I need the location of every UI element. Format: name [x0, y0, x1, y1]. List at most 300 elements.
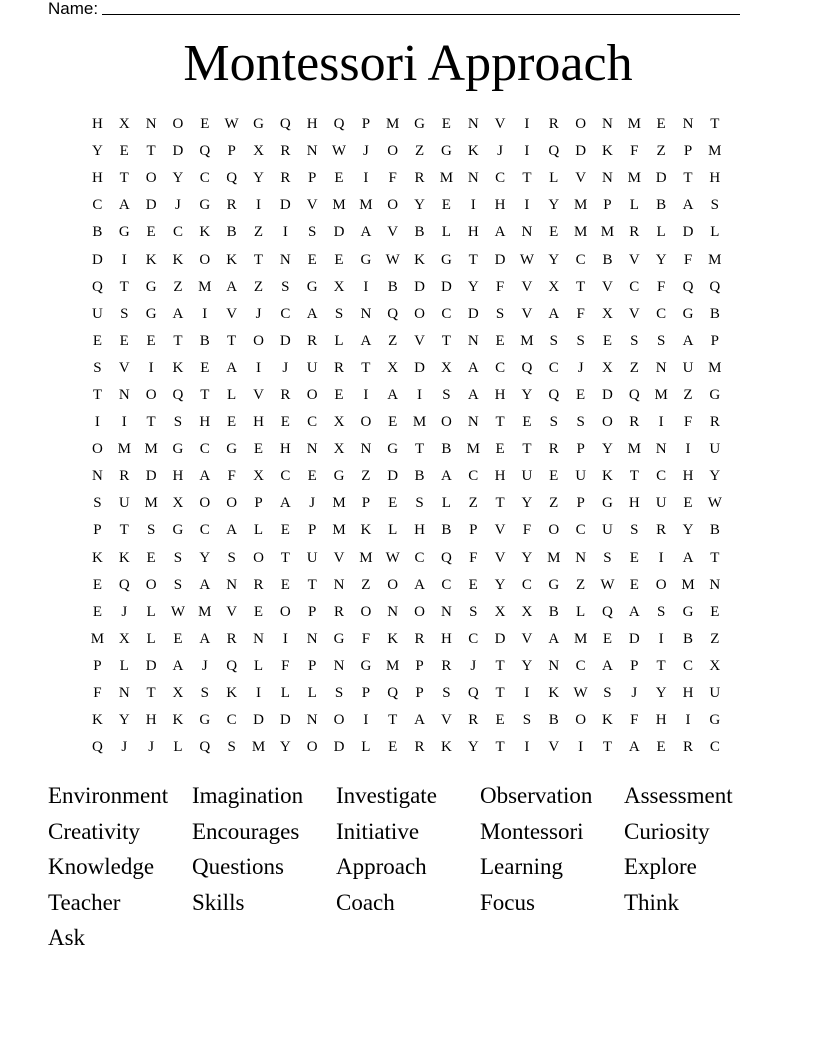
grid-letter: C [226, 712, 237, 729]
grid-letter: O [655, 576, 667, 593]
grid-letter: T [495, 414, 505, 431]
grid-letter: R [226, 197, 237, 214]
grid-letter: E [388, 739, 398, 756]
grid-letter: A [199, 630, 211, 647]
grid-letter: R [548, 116, 559, 133]
grid-letter: S [603, 685, 612, 702]
grid-letter: M [251, 739, 266, 756]
grid-letter: P [683, 143, 693, 160]
grid-letter: F [630, 143, 639, 160]
grid-letter: M [117, 441, 131, 458]
grid-letter: J [309, 495, 316, 512]
grid-letter: D [682, 224, 694, 241]
grid-letter: R [414, 630, 425, 647]
grid-letter: J [631, 685, 638, 702]
grid-letter: D [575, 143, 587, 160]
grid-letter: C [92, 197, 103, 214]
grid-letter: D [414, 359, 425, 376]
grid-letter: A [360, 224, 372, 241]
grid-letter: M [332, 495, 346, 512]
grid-letter: Y [494, 576, 506, 593]
grid-letter: O [387, 143, 399, 160]
grid-letter: W [573, 685, 588, 702]
grid-letter: O [575, 712, 587, 729]
grid-letter: E [495, 332, 505, 349]
grid-letter: Q [709, 278, 721, 295]
grid-letter: L [441, 224, 451, 241]
grid-letter: I [202, 305, 208, 322]
word-bank-item: Approach [336, 854, 427, 880]
grid-letter: I [363, 278, 369, 295]
grid-letter: O [575, 116, 587, 133]
grid-letter: E [146, 224, 156, 241]
grid-letter: C [441, 576, 452, 593]
grid-letter: S [549, 332, 558, 349]
grid-letter: R [468, 712, 479, 729]
grid-letter: D [279, 712, 291, 729]
grid-letter: T [683, 170, 693, 187]
grid-letter: M [198, 603, 212, 620]
grid-letter: E [92, 576, 102, 593]
grid-letter: C [682, 657, 693, 674]
grid-letter: A [387, 386, 399, 403]
grid-letter: X [494, 603, 506, 620]
grid-letter: P [227, 143, 236, 160]
grid-letter: R [682, 739, 693, 756]
grid-letter: N [306, 143, 318, 160]
grid-letter: D [414, 278, 425, 295]
grid-letter: R [280, 170, 291, 187]
grid-letter: Z [629, 359, 639, 376]
grid-letter: K [414, 251, 425, 268]
grid-letter: E [307, 468, 317, 485]
grid-letter: L [334, 332, 344, 349]
grid-letter: R [334, 603, 345, 620]
grid-letter: T [280, 549, 290, 566]
grid-letter: B [92, 224, 103, 241]
grid-letter: R [280, 386, 291, 403]
grid-letter: X [172, 685, 184, 702]
grid-row [84, 490, 728, 517]
grid-letter: O [414, 603, 425, 620]
grid-letter: G [360, 657, 372, 674]
grid-letter: P [361, 685, 371, 702]
grid-letter: A [440, 468, 452, 485]
grid-letter: J [121, 603, 128, 620]
grid-letter: E [683, 495, 693, 512]
grid-letter: X [333, 414, 345, 431]
grid-letter: R [414, 170, 425, 187]
grid-letter: Y [199, 549, 211, 566]
grid-row [84, 599, 728, 626]
grid-letter: N [118, 685, 130, 702]
grid-letter: N [387, 603, 399, 620]
grid-letter: N [118, 386, 130, 403]
grid-letter: L [361, 739, 371, 756]
grid-letter: M [708, 251, 722, 268]
grid-letter: D [387, 468, 399, 485]
grid-letter: B [414, 468, 425, 485]
grid-letter: S [442, 386, 451, 403]
grid-letter: P [308, 657, 317, 674]
grid-letter: B [199, 332, 210, 349]
grid-letter: P [576, 495, 585, 512]
grid-letter: L [253, 522, 264, 539]
grid-letter: O [145, 170, 157, 187]
grid-letter: R [253, 576, 264, 593]
grid-letter: G [387, 441, 399, 458]
grid-letter: M [386, 116, 400, 133]
grid-letter: A [628, 603, 640, 620]
grid-letter: A [172, 657, 184, 674]
grid-letter: S [549, 414, 558, 431]
grid-letter: I [685, 712, 691, 729]
grid-letter: S [227, 739, 236, 756]
grid-letter: G [709, 712, 721, 729]
grid-letter: P [630, 657, 639, 674]
grid-letter: N [145, 116, 157, 133]
grid-letter: M [627, 116, 641, 133]
grid-letter: E [280, 522, 290, 539]
grid-letter: N [306, 630, 318, 647]
grid-letter: R [414, 739, 425, 756]
grid-letter: S [93, 495, 102, 512]
grid-row [84, 165, 728, 192]
grid-letter: E [92, 603, 102, 620]
grid-letter: E [468, 576, 478, 593]
grid-letter: G [333, 630, 345, 647]
letter-grid [84, 111, 728, 761]
name-label: Name: [48, 0, 99, 18]
grid-letter: V [521, 630, 533, 647]
grid-letter: G [682, 603, 694, 620]
grid-letter: T [253, 251, 264, 268]
grid-letter: N [253, 630, 264, 647]
grid-letter: V [414, 332, 425, 349]
grid-letter: H [494, 468, 506, 485]
grid-letter: K [92, 712, 103, 729]
grid-letter: F [683, 251, 693, 268]
grid-letter: C [548, 359, 559, 376]
grid-letter: M [466, 441, 480, 458]
grid-letter: S [630, 332, 639, 349]
grid-letter: E [146, 549, 156, 566]
grid-letter: S [173, 414, 183, 431]
grid-letter: X [548, 278, 560, 295]
grid-letter: S [522, 712, 532, 729]
grid-letter: U [306, 359, 318, 376]
grid-row [84, 219, 728, 246]
grid-letter: M [600, 224, 615, 241]
grid-letter: K [172, 251, 184, 268]
grid-letter: R [656, 522, 667, 539]
grid-letter: A [602, 657, 613, 674]
grid-letter: S [93, 359, 102, 376]
grid-letter: E [253, 441, 264, 458]
grid-letter: I [524, 143, 530, 160]
grid-letter: L [656, 224, 666, 241]
grid-letter: A [414, 576, 425, 593]
grid-letter: Z [253, 224, 264, 241]
grid-letter: C [629, 278, 640, 295]
grid-letter: L [388, 522, 398, 539]
grid-letter: F [93, 685, 102, 702]
grid-letter: T [629, 468, 639, 485]
grid-letter: O [360, 603, 372, 620]
grid-letter: A [467, 359, 479, 376]
grid-letter: D [279, 197, 291, 214]
grid-letter: G [306, 278, 318, 295]
grid-letter: T [173, 332, 183, 349]
grid-letter: I [255, 197, 261, 214]
grid-letter: T [92, 386, 102, 403]
grid-letter: K [199, 224, 211, 241]
grid-letter: M [573, 224, 588, 241]
grid-letter: L [576, 603, 586, 620]
grid-letter: U [306, 549, 318, 566]
word-bank-item: Think [624, 889, 679, 915]
word-bank-item: Teacher [48, 889, 121, 915]
grid-letter: B [709, 522, 720, 539]
grid-letter: V [521, 278, 533, 295]
grid-letter: I [121, 251, 127, 268]
grid-letter: H [279, 441, 291, 458]
grid-letter: G [440, 143, 452, 160]
grid-letter: I [658, 414, 664, 431]
grid-letter: Q [199, 739, 211, 756]
grid-letter: O [145, 576, 157, 593]
grid-letter: G [548, 576, 560, 593]
grid-letter: T [522, 441, 532, 458]
grid-letter: C [307, 414, 318, 431]
grid-letter: B [602, 251, 613, 268]
grid-letter: I [363, 712, 369, 729]
grid-letter: M [573, 630, 588, 647]
grid-row [84, 463, 728, 490]
grid-letter: A [682, 197, 694, 214]
grid-letter: G [199, 712, 211, 729]
grid-letter: A [279, 495, 291, 512]
grid-letter: E [495, 441, 505, 458]
grid-letter: N [467, 332, 479, 349]
grid-letter: X [521, 603, 533, 620]
grid-letter: P [93, 522, 102, 539]
grid-letter: K [118, 549, 130, 566]
grid-letter: E [92, 332, 102, 349]
grid-letter: Y [548, 251, 560, 268]
grid-letter: M [332, 197, 346, 214]
grid-letter: M [359, 197, 373, 214]
grid-letter: H [440, 630, 452, 647]
grid-letter: Q [682, 278, 694, 295]
grid-letter: S [173, 576, 183, 593]
grid-letter: E [602, 630, 613, 647]
grid-letter: F [495, 278, 505, 295]
grid-letter: P [361, 495, 371, 512]
grid-letter: W [385, 549, 400, 566]
grid-letter: H [92, 170, 103, 187]
grid-letter: X [253, 468, 264, 485]
grid-letter: S [603, 549, 612, 566]
grid-letter: C [199, 170, 210, 187]
grid-letter: N [440, 603, 452, 620]
grid-letter: Y [92, 143, 103, 160]
grid-letter: Z [576, 576, 586, 593]
grid-letter: D [279, 332, 291, 349]
grid-letter: Y [655, 251, 667, 268]
grid-letter: G [360, 251, 372, 268]
grid-letter: R [629, 224, 640, 241]
grid-letter: T [146, 685, 156, 702]
grid-letter: D [92, 251, 103, 268]
grid-letter: S [656, 603, 666, 620]
word-bank-item: Ask [48, 925, 86, 951]
grid-letter: F [630, 712, 639, 729]
grid-letter: O [253, 332, 264, 349]
grid-letter: S [281, 278, 290, 295]
grid-letter: J [577, 359, 584, 376]
grid-letter: Z [549, 495, 559, 512]
word-bank-item: Explore [624, 854, 697, 880]
word-bank-item: Curiosity [624, 818, 710, 844]
grid-letter: R [280, 143, 291, 160]
grid-letter: O [548, 522, 560, 539]
word-bank-item: Focus [480, 889, 535, 915]
grid-letter: Q [467, 685, 479, 702]
grid-letter: O [199, 251, 211, 268]
grid-row [84, 111, 728, 138]
grid-letter: K [602, 143, 613, 160]
grid-letter: E [388, 495, 398, 512]
grid-letter: D [333, 739, 345, 756]
grid-letter: Q [440, 549, 452, 566]
grid-letter: U [602, 522, 613, 539]
grid-letter: M [708, 359, 722, 376]
grid-letter: Y [709, 468, 721, 485]
grid-letter: E [227, 414, 237, 431]
name-underline [102, 0, 740, 15]
grid-letter: T [441, 332, 451, 349]
grid-letter: E [441, 116, 451, 133]
grid-letter: K [548, 685, 560, 702]
grid-letter: N [360, 441, 372, 458]
grid-letter: W [519, 251, 534, 268]
grid-letter: R [334, 359, 345, 376]
grid-letter: J [470, 657, 477, 674]
grid-letter: B [441, 522, 452, 539]
grid-letter: D [494, 630, 506, 647]
grid-letter: Q [333, 116, 345, 133]
grid-letter: O [172, 116, 184, 133]
grid-letter: M [708, 143, 722, 160]
grid-letter: O [440, 414, 452, 431]
grid-letter: P [710, 332, 719, 349]
grid-letter: M [654, 386, 668, 403]
grid-letter: I [121, 414, 127, 431]
grid-letter: S [120, 305, 129, 322]
grid-letter: J [201, 657, 208, 674]
grid-letter: A [682, 549, 694, 566]
grid-letter: W [600, 576, 615, 593]
grid-letter: Y [682, 522, 694, 539]
grid-letter: N [306, 712, 318, 729]
grid-letter: T [710, 549, 720, 566]
grid-letter: V [494, 549, 506, 566]
grid-letter: Y [253, 170, 264, 187]
grid-letter: D [628, 630, 640, 647]
grid-letter: G [118, 224, 130, 241]
grid-letter: O [333, 712, 345, 729]
grid-letter: C [521, 576, 532, 593]
grid-letter: S [415, 495, 424, 512]
grid-letter: V [333, 549, 345, 566]
grid-letter: C [280, 305, 291, 322]
grid-letter: M [547, 549, 561, 566]
grid-letter: E [710, 603, 720, 620]
grid-letter: T [656, 657, 666, 674]
grid-letter: N [226, 576, 238, 593]
grid-letter: V [628, 251, 640, 268]
grid-letter: H [494, 197, 506, 214]
grid-letter: P [254, 495, 263, 512]
grid-letter: A [118, 197, 130, 214]
grid-letter: N [333, 576, 345, 593]
grid-letter: S [334, 305, 344, 322]
grid-letter: E [253, 603, 264, 620]
grid-letter: Q [199, 143, 211, 160]
grid-letter: A [682, 332, 694, 349]
grid-letter: N [682, 116, 694, 133]
grid-letter: U [92, 305, 103, 322]
grid-letter: R [119, 468, 130, 485]
grid-letter: X [440, 359, 452, 376]
grid-row [84, 572, 728, 599]
grid-letter: G [172, 441, 184, 458]
grid-letter: Y [118, 712, 130, 729]
grid-letter: G [440, 251, 452, 268]
grid-letter: T [495, 739, 505, 756]
grid-letter: O [253, 549, 264, 566]
grid-letter: F [683, 414, 693, 431]
grid-letter: H [253, 414, 264, 431]
grid-letter: A [548, 305, 560, 322]
grid-letter: S [576, 414, 585, 431]
grid-letter: R [709, 414, 720, 431]
grid-letter: N [602, 170, 613, 187]
grid-letter: B [387, 278, 398, 295]
grid-letter: T [146, 414, 156, 431]
grid-letter: P [415, 657, 424, 674]
grid-letter: S [576, 332, 585, 349]
grid-letter: T [495, 685, 505, 702]
grid-letter: D [440, 278, 452, 295]
grid-letter: K [172, 712, 184, 729]
grid-letter: L [119, 657, 129, 674]
grid-letter: E [119, 143, 129, 160]
grid-letter: C [468, 468, 479, 485]
word-bank-item: Initiative [336, 818, 420, 844]
grid-letter: B [682, 630, 693, 647]
grid-letter: M [627, 170, 641, 187]
grid-letter: S [495, 305, 505, 322]
grid-letter: L [710, 224, 720, 241]
grid-letter: X [602, 359, 613, 376]
grid-letter: N [655, 441, 667, 458]
grid-letter: X [602, 305, 613, 322]
grid-letter: T [388, 712, 398, 729]
grid-letter: Q [548, 386, 560, 403]
grid-letter: V [226, 603, 238, 620]
